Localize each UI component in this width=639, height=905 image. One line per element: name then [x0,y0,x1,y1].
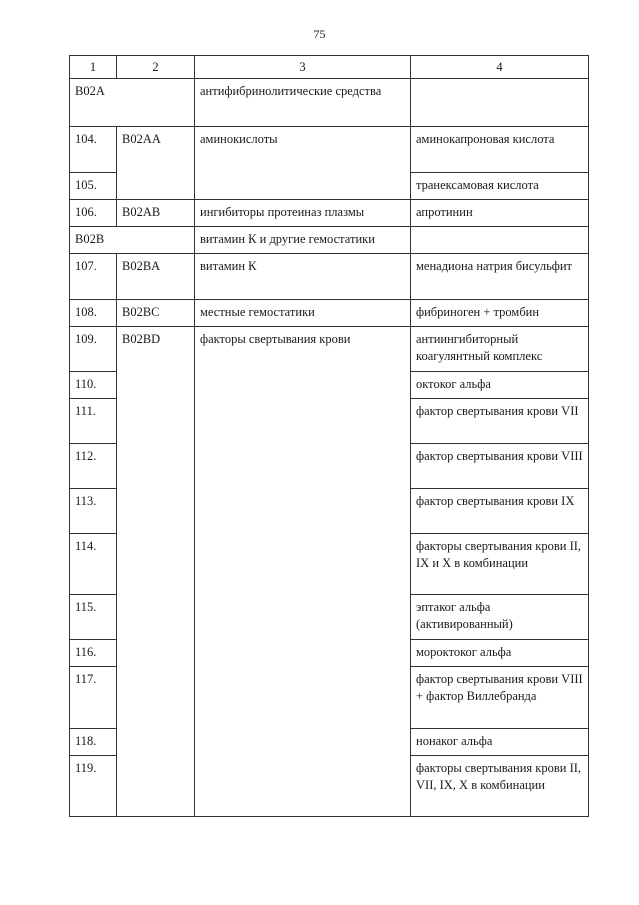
atc-code: B02AA [117,127,195,200]
group-description: витамин К и другие гемостатики [195,227,411,254]
column-header-1: 1 [70,56,117,79]
atc-code: B02BC [117,300,195,327]
drug-name: эптаког альфа (активированный) [411,595,589,640]
atc-code: B02BD [117,327,195,817]
table-row-106 [70,200,589,227]
table-row-104 [70,127,589,173]
column-header-2: 2 [117,56,195,79]
pharmacological-group: ингибиторы протеиназ плазмы [195,200,411,227]
drug-name: аминокапроновая кислота [411,127,589,173]
group-code: B02B [70,227,195,254]
row-number: 115. [70,595,117,640]
row-number: 113. [70,489,117,534]
row-number: 105. [70,173,117,200]
table-row-107 [70,254,589,300]
column-header-4: 4 [411,56,589,79]
pharmacological-group: аминокислоты [195,127,411,200]
row-number: 118. [70,729,117,756]
group-drug-empty [411,227,589,254]
pharmacological-group: факторы свертывания крови [195,327,411,817]
drug-name: транексамовая кислота [411,173,589,200]
atc-code: B02BA [117,254,195,300]
column-header-3: 3 [195,56,411,79]
table-header-row [70,56,589,79]
group-code: B02A [70,79,195,127]
group-description: антифибринолитические средства [195,79,411,127]
drug-name: фактор свертывания крови VII [411,399,589,444]
atc-code: B02AB [117,200,195,227]
row-number: 108. [70,300,117,327]
drug-name: мороктоког альфа [411,640,589,667]
row-number: 117. [70,667,117,729]
drug-name: октоког альфа [411,372,589,399]
drug-name: антиингибиторный коагулянтный комплекс [411,327,589,372]
pharmacological-group: витамин К [195,254,411,300]
group-drug-empty [411,79,589,127]
row-number: 104. [70,127,117,173]
row-number: 119. [70,756,117,817]
drug-classification-table [69,55,589,817]
drug-name: менадиона натрия бисульфит [411,254,589,300]
row-number: 107. [70,254,117,300]
drug-name: фактор свертывания крови IX [411,489,589,534]
table-row-109 [70,327,589,372]
drug-name: нонаког альфа [411,729,589,756]
drug-name: факторы свертывания крови II, IX и X в комбинации [411,534,589,595]
row-number: 114. [70,534,117,595]
group-row-b02a [70,79,589,127]
page-number: 75 [313,27,326,41]
drug-name: фактор свертывания крови VIII + фактор Виллебранда [411,667,589,729]
drug-name: апротинин [411,200,589,227]
row-number: 116. [70,640,117,667]
group-row-b02b [70,227,589,254]
pharmacological-group: местные гемостатики [195,300,411,327]
drug-name: фибриноген + тромбин [411,300,589,327]
drug-name: фактор свертывания крови VIII [411,444,589,489]
drug-name: факторы свертывания крови II, VII, IX, X в комбинации [411,756,589,817]
row-number: 106. [70,200,117,227]
row-number: 109. [70,327,117,372]
row-number: 111. [70,399,117,444]
row-number: 112. [70,444,117,489]
table-row-108 [70,300,589,327]
row-number: 110. [70,372,117,399]
